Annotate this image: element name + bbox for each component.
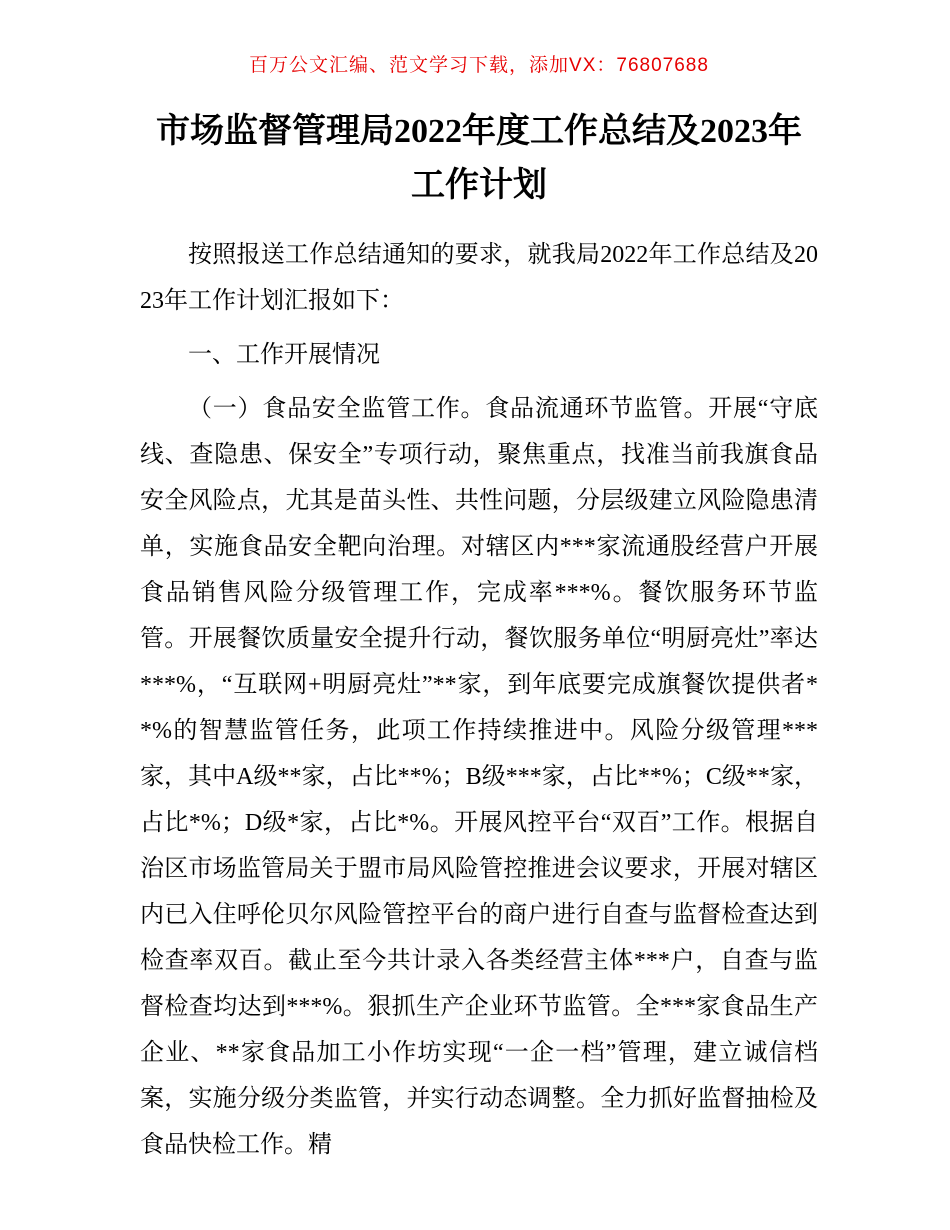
- paragraph-section-content: （一）食品安全监管工作。食品流通环节监管。开展“守底线、查隐患、保安全”专项行动，聚焦重点，找准当前我旗食品安全风险点，尤其是苗头性、共性问题，分层级建立风险隐患清单，实施食品安全靶向治理。对辖区内***家流通股经营户开展食品销售风险分级管理工作，完成率***%。餐饮服务环节监管。开展餐饮质量安全提升行动，餐饮服务单位“明厨亮灶”率达***%，“互联网+明厨亮灶”**家，到年底要完成旗餐饮提供者**%的智慧监管任务，此项工作持续推进中。风险分级管理***家，其中A级**家，占比**%；B级***家，占比**%；C级**家，占比*%；D级*家，占比*%。开展风控平台“双百”工作。根据自治区市场监管局关于盟市局风险管控推进会议要求，开展对辖区内已入住呼伦贝尔风险管控平台的商户进行自查与监督检查达到检查率双百。截止至今共计录入各类经营主体***户，自查与监督检查均达到***%。狠抓生产企业环节监管。全***家食品生产企业、**家食品加工小作坊实现“一企一档”管理，建立诚信档案，实施分级分类监管，并实行动态调整。全力抓好监督抽检及食品快检工作。精: [140, 395, 818, 1158]
- document-title: 市场监督管理局2022年度工作总结及2023年工作计划: [156, 113, 802, 205]
- section-heading: 一、工作开展情况: [188, 341, 380, 368]
- document-body: [140, 232, 818, 1168]
- paragraph-intro: 按照报送工作总结通知的要求，就我局2022年工作总结及2023年工作计划汇报如下：: [140, 241, 818, 314]
- promo-header: 百万公文汇编、范文学习下载，添加VX：76807688: [249, 55, 709, 76]
